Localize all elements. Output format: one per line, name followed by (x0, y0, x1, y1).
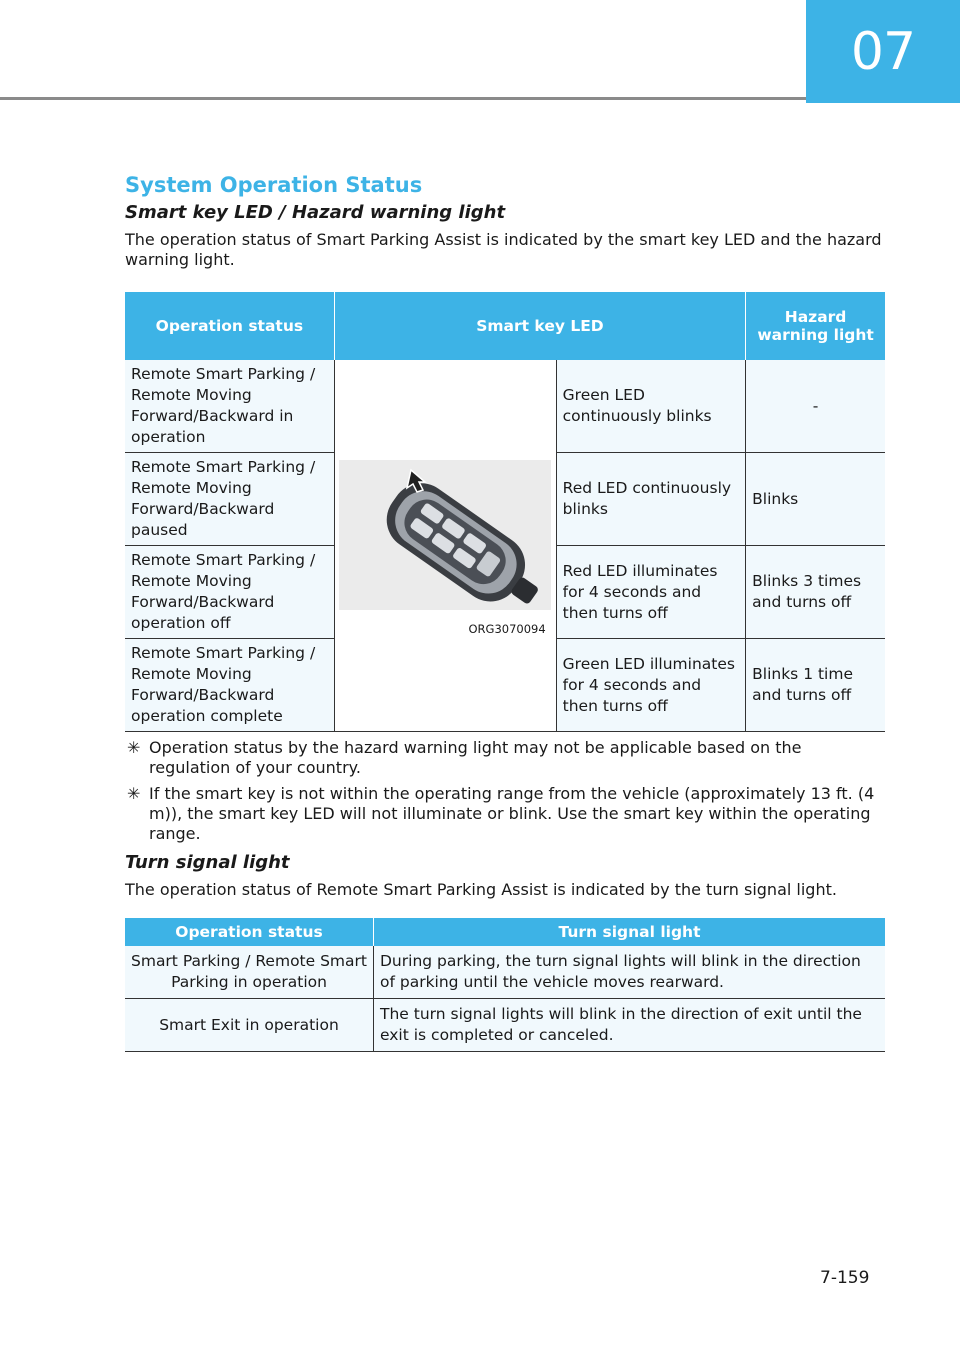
smart-key-image (339, 460, 551, 610)
notes-list (125, 738, 885, 844)
section-title: System Operation Status (125, 173, 423, 197)
subsection-title-turn-signal: Turn signal light (125, 852, 290, 873)
note-text: If the smart key is not within the operating range from the vehicle (approximately 13 ft. (4 m)), the smart key LED will not illuminate or blink. Use the smart key within the operating range. (149, 784, 875, 843)
asterisk-icon: ✳ (127, 738, 141, 757)
smart-key-status-table (125, 292, 885, 732)
column-header-operation-status: Operation status (125, 918, 374, 946)
table-row (125, 999, 885, 1052)
image-caption: ORG3070094 (468, 621, 546, 636)
asterisk-icon: ✳ (127, 784, 141, 803)
turn-signal-cell: During parking, the turn signal lights will blink in the direction of parking until the vehicle moves rearward. (374, 946, 886, 999)
column-header-turn-signal-light: Turn signal light (374, 918, 886, 946)
note-item (125, 738, 885, 778)
status-cell: Remote Smart Parking / Remote Moving Forward/Backward in operation (125, 360, 334, 453)
turn-signal-cell: The turn signal lights will blink in the direction of exit until the exit is completed or canceled. (374, 999, 886, 1052)
column-header-smart-key-led: Smart key LED (334, 292, 745, 360)
led-cell: Green LED continuously blinks (556, 360, 745, 453)
subsection-title-smart-key: Smart key LED / Hazard warning light (125, 202, 506, 223)
hazard-cell: Blinks (746, 453, 885, 546)
page-number: 7-159 (820, 1268, 870, 1288)
intro-paragraph: The operation status of Smart Parking Assist is indicated by the smart key LED and the hazard warning light. (125, 230, 882, 269)
chapter-tab: 07 (806, 0, 960, 103)
status-cell: Remote Smart Parking / Remote Moving Forward/Backward operation complete (125, 639, 334, 732)
table-header-row (125, 918, 885, 946)
status-cell: Remote Smart Parking / Remote Moving Forward/Backward paused (125, 453, 334, 546)
page-content (125, 170, 885, 1052)
column-header-operation-status: Operation status (125, 292, 334, 360)
status-cell: Smart Parking / Remote Smart Parking in operation (125, 946, 374, 999)
table-row (125, 946, 885, 999)
note-text: Operation status by the hazard warning light may not be applicable based on the regulation of your country. (149, 738, 802, 777)
table-header-row (125, 292, 885, 360)
led-cell: Red LED continuously blinks (556, 453, 745, 546)
hazard-cell: - (746, 360, 885, 453)
hazard-cell: Blinks 1 time and turns off (746, 639, 885, 732)
status-cell: Remote Smart Parking / Remote Moving Forward/Backward operation off (125, 546, 334, 639)
smart-key-image-cell (334, 360, 556, 732)
table-row (125, 360, 885, 453)
turn-signal-table (125, 918, 885, 1052)
led-cell: Red LED illuminates for 4 seconds and then turns off (556, 546, 745, 639)
status-cell: Smart Exit in operation (125, 999, 374, 1052)
header-rule (0, 97, 806, 100)
led-cell: Green LED illuminates for 4 seconds and then turns off (556, 639, 745, 732)
note-item (125, 784, 885, 844)
turn-signal-intro: The operation status of Remote Smart Parking Assist is indicated by the turn signal light. (125, 880, 837, 899)
hazard-cell: Blinks 3 times and turns off (746, 546, 885, 639)
column-header-hazard-warning-light: Hazard warning light (746, 292, 885, 360)
